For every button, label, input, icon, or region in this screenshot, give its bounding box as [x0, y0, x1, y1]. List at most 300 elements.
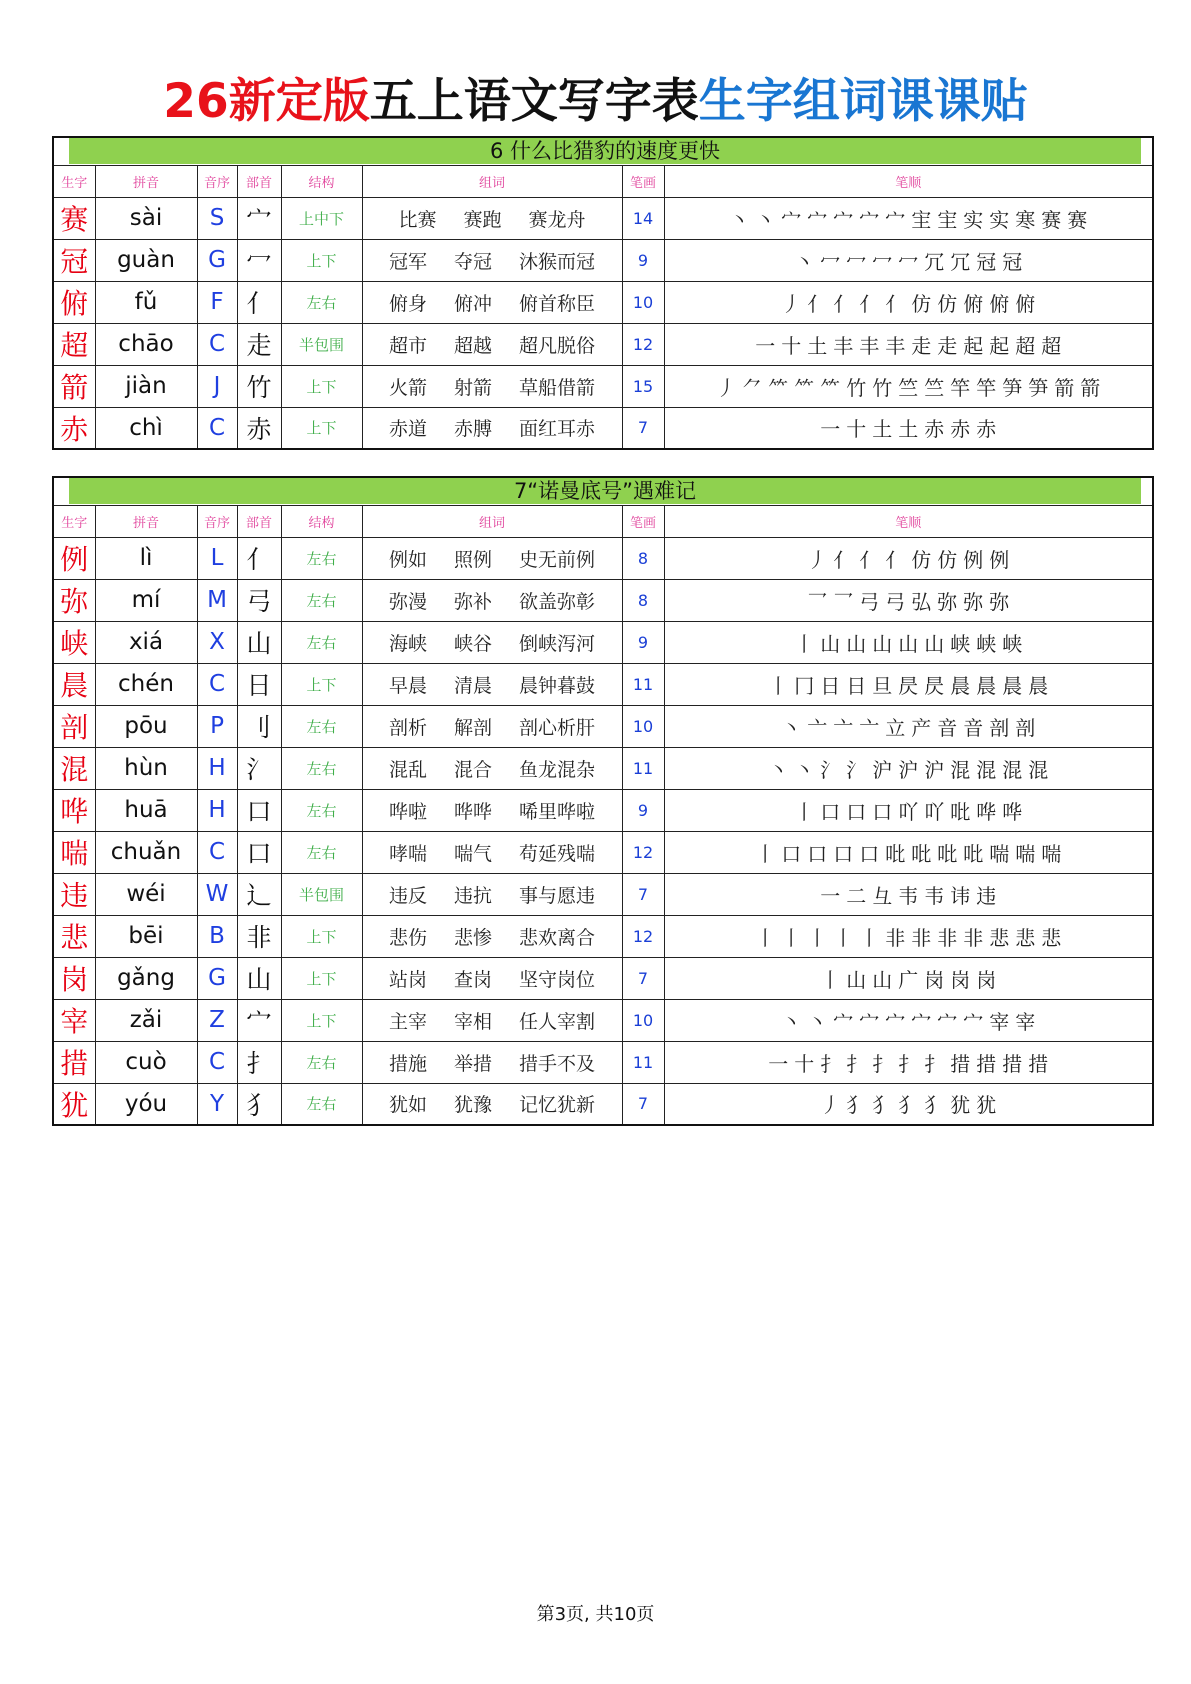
stroke-step: 亻 [859, 547, 880, 572]
stroke-step: 口 [781, 841, 802, 866]
word: 哮喘 [388, 842, 427, 865]
initial-cell: J [197, 365, 237, 407]
stroke-step: 口 [833, 841, 854, 866]
stroke-step: ⺮ [794, 375, 815, 400]
radical-cell: 山 [237, 957, 281, 999]
initial-cell: Y [197, 1083, 237, 1125]
character-cell: 赤 [53, 407, 95, 449]
stroke-step: 俯 [1015, 291, 1036, 316]
stroke-step: 峡 [950, 631, 971, 656]
stroke-count-cell: 10 [622, 281, 664, 323]
stroke-step: 宀 [859, 1009, 880, 1034]
stroke-step: 丨 [833, 925, 854, 950]
radical-cell: 氵 [237, 747, 281, 789]
stroke-step: 非 [937, 925, 958, 950]
stroke-step: 赤 [976, 417, 997, 442]
stroke-step: 箭 [1054, 375, 1075, 400]
radical-cell: 扌 [237, 1041, 281, 1083]
table-row [53, 621, 1153, 663]
stroke-step: 沪 [872, 757, 893, 782]
stroke-order-cell [664, 873, 1153, 915]
word: 俯冲 [453, 292, 492, 315]
structure-cell: 左右 [281, 281, 362, 323]
stroke-step: 仿 [911, 291, 932, 316]
stroke-order-cell [664, 999, 1153, 1041]
radical-cell: 竹 [237, 365, 281, 407]
stroke-step: 笋 [1002, 375, 1023, 400]
stroke-step: 口 [872, 799, 893, 824]
stroke-step: 彑 [872, 883, 893, 908]
stroke-order-cell [664, 323, 1153, 365]
stroke-step: 立 [885, 715, 906, 740]
stroke-step: 一 [755, 333, 776, 358]
stroke-step: 犭 [924, 1093, 945, 1118]
table-row [53, 1041, 1153, 1083]
pinyin-cell: chì [95, 407, 197, 449]
word: 查岗 [453, 968, 492, 991]
stroke-step: 山 [872, 967, 893, 992]
structure-cell: 上中下 [281, 197, 362, 239]
stroke-step: 剖 [1015, 715, 1036, 740]
stroke-step: 弓 [885, 589, 906, 614]
stroke-step: 违 [976, 883, 997, 908]
stroke-step: 超 [1015, 333, 1036, 358]
word: 超凡脱俗 [519, 334, 596, 357]
words-cell [362, 1083, 622, 1125]
stroke-step: 丰 [885, 333, 906, 358]
character-cell: 弥 [53, 579, 95, 621]
stroke-step: 赤 [950, 417, 971, 442]
word: 清晨 [453, 674, 492, 697]
word: 早晨 [388, 674, 427, 697]
stroke-order-cell [664, 621, 1153, 663]
stroke-step: ⺈ [742, 375, 763, 400]
stroke-step: 哗 [1002, 799, 1023, 824]
structure-cell: 左右 [281, 789, 362, 831]
stroke-order-cell [664, 915, 1153, 957]
stroke-step: 措 [1028, 1051, 1049, 1076]
pinyin-cell: yóu [95, 1083, 197, 1125]
lesson-table [52, 136, 1154, 450]
stroke-step: 冖 [872, 249, 893, 274]
lesson-title: 6 什么比猎豹的速度更快 [69, 138, 1141, 164]
table-row [53, 323, 1153, 365]
stroke-step: 俯 [963, 291, 984, 316]
pinyin-cell: chāo [95, 323, 197, 365]
stroke-step: 口 [820, 799, 841, 824]
stroke-order-cell [664, 663, 1153, 705]
table-row [53, 1083, 1153, 1125]
structure-cell: 上下 [281, 999, 362, 1041]
stroke-step: 山 [846, 967, 867, 992]
word: 悲欢离合 [519, 926, 596, 949]
stroke-step: 岗 [976, 967, 997, 992]
title-main: 五上语文写字表 [369, 74, 699, 129]
word: 唏里哗啦 [519, 800, 596, 823]
pinyin-cell: xiá [95, 621, 197, 663]
word: 犹如 [388, 1094, 427, 1117]
character-cell: 峡 [53, 621, 95, 663]
stroke-step: 丨 [794, 631, 815, 656]
header-structure: 结构 [281, 165, 362, 197]
stroke-step: 旦 [872, 673, 893, 698]
stroke-order-cell [664, 831, 1153, 873]
word: 草船借箭 [519, 376, 596, 399]
word: 比赛 [398, 208, 437, 231]
stroke-step: 音 [937, 715, 958, 740]
stroke-count-cell: 10 [622, 705, 664, 747]
stroke-step: 弥 [937, 589, 958, 614]
stroke-step: 竹 [872, 375, 893, 400]
pinyin-cell: bēi [95, 915, 197, 957]
table-row [53, 915, 1153, 957]
stroke-step: 实 [963, 207, 984, 232]
stroke-count-cell: 9 [622, 621, 664, 663]
word: 主宰 [388, 1010, 427, 1033]
stroke-step: 一 [820, 417, 841, 442]
word: 站岗 [388, 968, 427, 991]
stroke-step: 仿 [937, 291, 958, 316]
words-cell [362, 747, 622, 789]
word: 措施 [388, 1052, 427, 1075]
stroke-step: 例 [989, 547, 1010, 572]
stroke-count-cell: 14 [622, 197, 664, 239]
stroke-step: 犹 [976, 1093, 997, 1118]
stroke-step: 亠 [833, 715, 854, 740]
radical-cell: 犭 [237, 1083, 281, 1125]
stroke-order-cell [664, 537, 1153, 579]
stroke-step: 措 [950, 1051, 971, 1076]
stroke-order-cell [664, 365, 1153, 407]
stroke-count-cell: 11 [622, 1041, 664, 1083]
stroke-step: 宔 [937, 207, 958, 232]
words-cell [362, 323, 622, 365]
character-cell: 赛 [53, 197, 95, 239]
word: 记忆犹新 [519, 1094, 596, 1117]
stroke-step: 山 [898, 631, 919, 656]
stroke-step: 冠 [976, 249, 997, 274]
stroke-step: 峡 [1002, 631, 1023, 656]
stroke-step: 二 [846, 883, 867, 908]
initial-cell: P [197, 705, 237, 747]
stroke-step: 亻 [859, 291, 880, 316]
words-cell [362, 705, 622, 747]
pinyin-cell: cuò [95, 1041, 197, 1083]
initial-cell: C [197, 663, 237, 705]
stroke-step: 昃 [924, 673, 945, 698]
pinyin-cell: chén [95, 663, 197, 705]
word: 面红耳赤 [519, 418, 596, 441]
stroke-step: 氵 [820, 757, 841, 782]
radical-cell: 口 [237, 789, 281, 831]
header-stroke-count: 笔画 [622, 505, 664, 537]
word: 赛龙舟 [528, 208, 586, 231]
pinyin-cell: jiàn [95, 365, 197, 407]
stroke-step: 竺 [898, 375, 919, 400]
word: 剖析 [388, 716, 427, 739]
header-pinyin: 拼音 [95, 505, 197, 537]
stroke-step: 犭 [846, 1093, 867, 1118]
stroke-step: 亻 [885, 291, 906, 316]
stroke-step: 丿 [781, 291, 802, 316]
stroke-step: 扌 [872, 1051, 893, 1076]
radical-cell: 弓 [237, 579, 281, 621]
stroke-step: 吡 [963, 841, 984, 866]
initial-cell: G [197, 239, 237, 281]
stroke-step: 晨 [1028, 673, 1049, 698]
pinyin-cell: zǎi [95, 999, 197, 1041]
stroke-step: 扌 [898, 1051, 919, 1076]
radical-cell: 口 [237, 831, 281, 873]
stroke-step: 超 [1041, 333, 1062, 358]
header-stroke-order: 笔顺 [664, 505, 1153, 537]
stroke-order-cell [664, 1083, 1153, 1125]
stroke-step: 岗 [924, 967, 945, 992]
stroke-step: 口 [859, 841, 880, 866]
stroke-step: 宀 [885, 207, 906, 232]
stroke-step: 丶 [794, 249, 815, 274]
stroke-count-cell: 12 [622, 831, 664, 873]
title-edition: 26新定版 [163, 74, 370, 129]
word: 苟延残喘 [519, 842, 596, 865]
stroke-step: 宀 [833, 207, 854, 232]
pinyin-cell: sài [95, 197, 197, 239]
initial-cell: M [197, 579, 237, 621]
stroke-order-cell [664, 407, 1153, 449]
structure-cell: 上下 [281, 957, 362, 999]
stroke-step: 例 [963, 547, 984, 572]
words-cell [362, 239, 622, 281]
header-character: 生字 [53, 505, 95, 537]
stroke-count-cell: 9 [622, 789, 664, 831]
header-stroke-count: 笔画 [622, 165, 664, 197]
stroke-step: 竿 [950, 375, 971, 400]
table-row [53, 957, 1153, 999]
stroke-count-cell: 8 [622, 579, 664, 621]
radical-cell: 亻 [237, 537, 281, 579]
stroke-step: 土 [807, 333, 828, 358]
stroke-step: 丰 [833, 333, 854, 358]
stroke-step: 山 [872, 631, 893, 656]
stroke-step: 吡 [950, 799, 971, 824]
stroke-count-cell: 7 [622, 873, 664, 915]
initial-cell: S [197, 197, 237, 239]
radical-cell: 走 [237, 323, 281, 365]
structure-cell: 半包围 [281, 873, 362, 915]
stroke-step: 晨 [950, 673, 971, 698]
stroke-step: ⺮ [768, 375, 789, 400]
words-cell [362, 957, 622, 999]
table-row [53, 239, 1153, 281]
word: 鱼龙混杂 [519, 758, 596, 781]
character-cell: 混 [53, 747, 95, 789]
character-cell: 悲 [53, 915, 95, 957]
word: 犹豫 [453, 1094, 492, 1117]
stroke-step: 丨 [768, 673, 789, 698]
stroke-step: 乛 [833, 589, 854, 614]
word: 超越 [453, 334, 492, 357]
initial-cell: C [197, 323, 237, 365]
stroke-step: 宀 [781, 207, 802, 232]
stroke-step: 亻 [885, 547, 906, 572]
stroke-step: 冖 [820, 249, 841, 274]
stroke-step: 丶 [729, 207, 750, 232]
stroke-step: 宀 [885, 1009, 906, 1034]
stroke-step: 走 [937, 333, 958, 358]
character-cell: 喘 [53, 831, 95, 873]
stroke-count-cell: 15 [622, 365, 664, 407]
initial-cell: H [197, 747, 237, 789]
stroke-step: 日 [846, 673, 867, 698]
stroke-step: 十 [846, 417, 867, 442]
word: 混乱 [388, 758, 427, 781]
character-cell: 超 [53, 323, 95, 365]
stroke-step: 山 [846, 631, 867, 656]
word: 射箭 [453, 376, 492, 399]
stroke-step: 丶 [781, 1009, 802, 1034]
word: 悲伤 [388, 926, 427, 949]
table-row [53, 663, 1153, 705]
structure-cell: 上下 [281, 663, 362, 705]
word: 措手不及 [519, 1052, 596, 1075]
structure-cell: 上下 [281, 407, 362, 449]
stroke-step: 吡 [911, 841, 932, 866]
stroke-step: 冗 [924, 249, 945, 274]
stroke-step: 韦 [924, 883, 945, 908]
stroke-step: 宰 [1015, 1009, 1036, 1034]
word: 俯首称臣 [519, 292, 596, 315]
initial-cell: H [197, 789, 237, 831]
words-cell [362, 789, 622, 831]
word: 海峡 [388, 632, 427, 655]
radical-cell: 宀 [237, 197, 281, 239]
stroke-step: 非 [911, 925, 932, 950]
table-row [53, 831, 1153, 873]
table-row [53, 407, 1153, 449]
stroke-step: 非 [885, 925, 906, 950]
word: 宰相 [453, 1010, 492, 1033]
stroke-step: 音 [963, 715, 984, 740]
stroke-step: 一 [768, 1051, 789, 1076]
word: 弥漫 [388, 590, 427, 613]
stroke-step: 峡 [976, 631, 997, 656]
stroke-step: 吡 [937, 841, 958, 866]
stroke-step: 亻 [833, 547, 854, 572]
words-cell [362, 999, 622, 1041]
stroke-step: 沪 [898, 757, 919, 782]
stroke-step: 笋 [1028, 375, 1049, 400]
pinyin-cell: huā [95, 789, 197, 831]
radical-cell: 辶 [237, 873, 281, 915]
stroke-step: 乛 [807, 589, 828, 614]
structure-cell: 上下 [281, 239, 362, 281]
header-words: 组词 [362, 165, 622, 197]
word: 峡谷 [453, 632, 492, 655]
stroke-step: 竺 [924, 375, 945, 400]
words-cell [362, 365, 622, 407]
stroke-step: 喘 [1015, 841, 1036, 866]
stroke-step: 走 [911, 333, 932, 358]
stroke-step: 冗 [950, 249, 971, 274]
stroke-order-cell [664, 579, 1153, 621]
header-stroke-order: 笔顺 [664, 165, 1153, 197]
stroke-step: 丨 [807, 925, 828, 950]
stroke-step: 冂 [794, 673, 815, 698]
stroke-step: 悲 [1041, 925, 1062, 950]
stroke-step: 丨 [781, 925, 802, 950]
stroke-step: 氵 [846, 757, 867, 782]
stroke-step: 扌 [924, 1051, 945, 1076]
words-cell [362, 1041, 622, 1083]
structure-cell: 上下 [281, 915, 362, 957]
word: 举措 [453, 1052, 492, 1075]
stroke-count-cell: 7 [622, 1083, 664, 1125]
initial-cell: W [197, 873, 237, 915]
structure-cell: 左右 [281, 705, 362, 747]
stroke-step: 丨 [794, 799, 815, 824]
stroke-count-cell: 8 [622, 537, 664, 579]
structure-cell: 半包围 [281, 323, 362, 365]
stroke-step: 冖 [846, 249, 867, 274]
stroke-step: 日 [820, 673, 841, 698]
radical-cell: 日 [237, 663, 281, 705]
stroke-step: 混 [1028, 757, 1049, 782]
word: 喘气 [453, 842, 492, 865]
page-number: 第3页, 共10页 [536, 1604, 655, 1625]
structure-cell: 左右 [281, 579, 362, 621]
table-row [53, 789, 1153, 831]
character-cell: 岗 [53, 957, 95, 999]
structure-cell: 左右 [281, 831, 362, 873]
table-row [53, 705, 1153, 747]
stroke-step: 宔 [911, 207, 932, 232]
character-cell: 犹 [53, 1083, 95, 1125]
lesson-table [52, 476, 1154, 1126]
structure-cell: 左右 [281, 1083, 362, 1125]
initial-cell: F [197, 281, 237, 323]
pinyin-cell: lì [95, 537, 197, 579]
word: 剖心析肝 [519, 716, 596, 739]
stroke-step: 犹 [950, 1093, 971, 1118]
character-cell: 哗 [53, 789, 95, 831]
stroke-step: 宀 [859, 207, 880, 232]
words-cell [362, 537, 622, 579]
character-cell: 剖 [53, 705, 95, 747]
word: 俯身 [388, 292, 427, 315]
column-header-row [53, 165, 1153, 197]
lesson-title-row [53, 137, 1153, 165]
stroke-order-cell [664, 705, 1153, 747]
word: 违反 [388, 884, 427, 907]
word: 赤膊 [453, 418, 492, 441]
stroke-step: 口 [846, 799, 867, 824]
radical-cell: 刂 [237, 705, 281, 747]
word: 冠军 [388, 250, 427, 273]
stroke-step: 丿 [820, 1093, 841, 1118]
word: 坚守岗位 [519, 968, 596, 991]
character-cell: 措 [53, 1041, 95, 1083]
initial-cell: L [197, 537, 237, 579]
stroke-order-cell [664, 747, 1153, 789]
header-words: 组词 [362, 505, 622, 537]
stroke-step: 宰 [989, 1009, 1010, 1034]
stroke-step: 丶 [794, 757, 815, 782]
stroke-step: 丨 [820, 967, 841, 992]
initial-cell: B [197, 915, 237, 957]
word: 晨钟暮鼓 [519, 674, 596, 697]
stroke-step: 土 [898, 417, 919, 442]
stroke-step: 弓 [859, 589, 880, 614]
